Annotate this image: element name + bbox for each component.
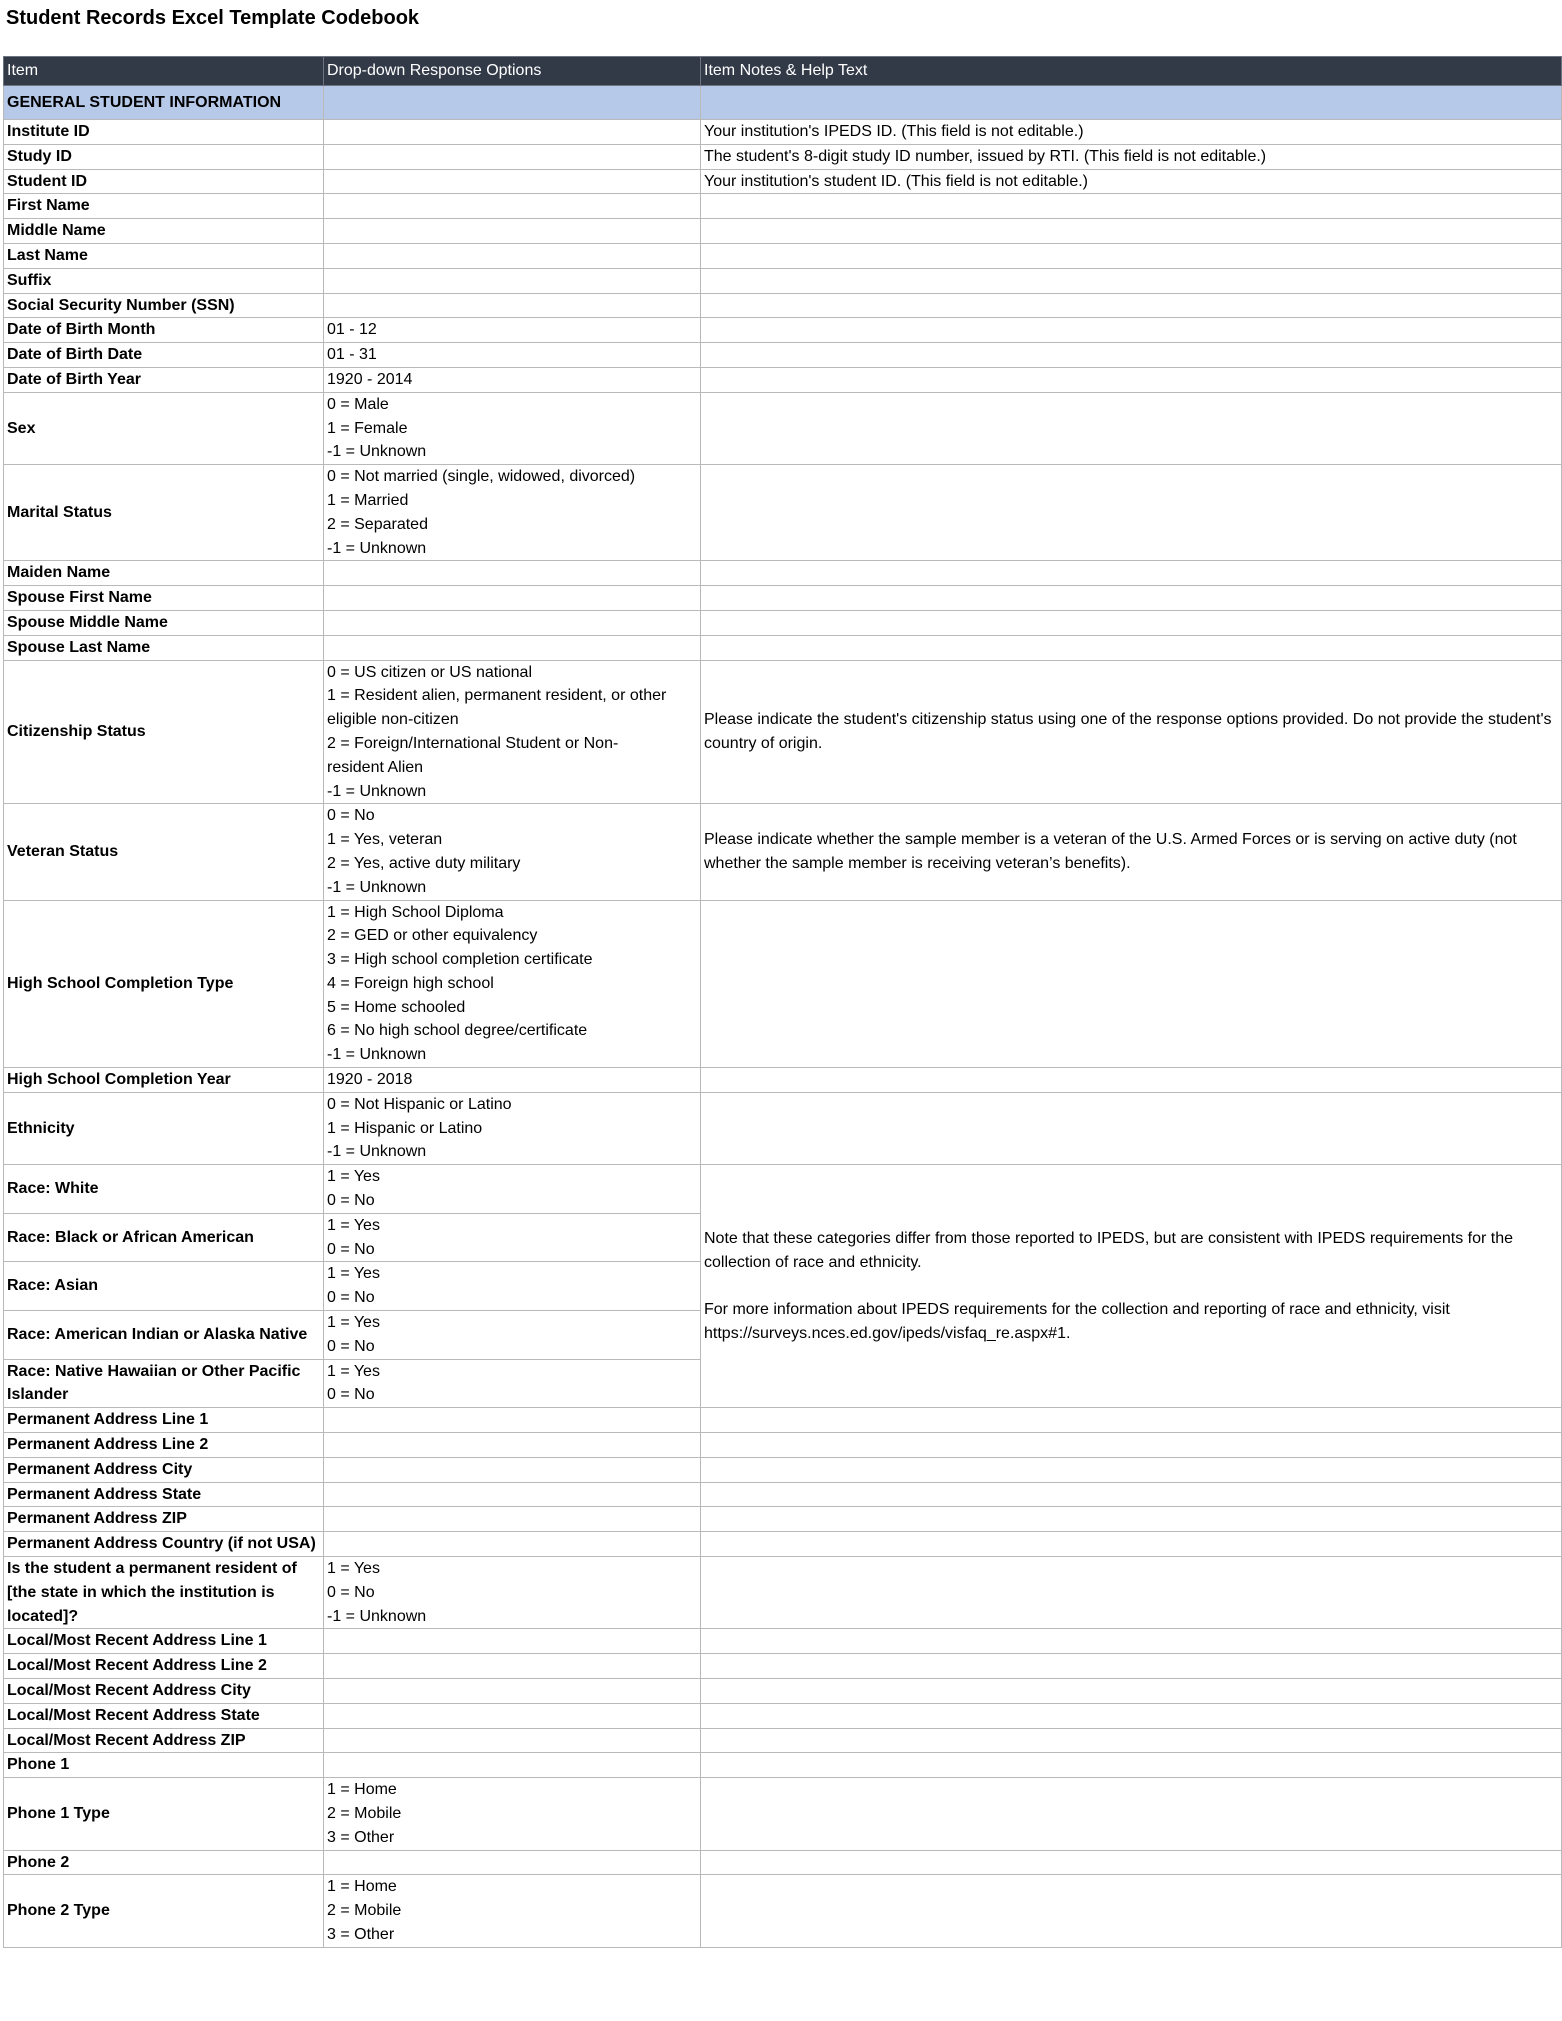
response-option: 3 = Other — [327, 1925, 395, 1943]
table-row — [4, 120, 1562, 145]
item-label: Local/Most Recent Address Line 1 — [4, 1629, 324, 1654]
response-options — [324, 169, 701, 194]
response-option: 0 = No — [327, 1240, 375, 1258]
help-text — [701, 1092, 1562, 1164]
table-row — [4, 1875, 1562, 1947]
response-option: 1 = Yes — [327, 1314, 380, 1332]
table-row — [4, 465, 1562, 561]
table-row — [4, 1092, 1562, 1164]
item-label: Permanent Address City — [4, 1457, 324, 1482]
response-options — [324, 144, 701, 169]
section-empty-cell — [324, 86, 701, 120]
table-row — [4, 243, 1562, 268]
response-option: 2 = Mobile — [327, 1902, 402, 1920]
item-label: Marital Status — [4, 465, 324, 561]
item-label: High School Completion Year — [4, 1068, 324, 1093]
item-label: Permanent Address State — [4, 1482, 324, 1507]
table-row — [4, 900, 1562, 1068]
response-options — [324, 293, 701, 318]
table-row — [4, 1507, 1562, 1532]
response-option: 1920 - 2014 — [327, 370, 413, 388]
response-option: 1 = Married — [327, 491, 409, 509]
help-text — [701, 586, 1562, 611]
help-text — [701, 1457, 1562, 1482]
response-option: 1 = Home — [327, 1878, 397, 1896]
response-option: -1 = Unknown — [327, 878, 427, 896]
response-option: 1 = Resident alien, permanent resident, or other — [327, 687, 667, 705]
response-options — [324, 804, 701, 900]
help-text — [701, 367, 1562, 392]
item-label: Race: Black or African American — [4, 1213, 324, 1262]
item-label: Citizenship Status — [4, 660, 324, 804]
response-options — [324, 1165, 701, 1214]
item-label: Phone 2 Type — [4, 1875, 324, 1947]
response-options — [324, 465, 701, 561]
item-label: Date of Birth Month — [4, 318, 324, 343]
table-row — [4, 586, 1562, 611]
table-row — [4, 1753, 1562, 1778]
help-text: Please indicate whether the sample member is a veteran of the U.S. Armed Forces or is serving on active duty (not whether the sample member is receiving veteran’s benefits). — [701, 804, 1562, 900]
response-option: 6 = No high school degree/certificate — [327, 1022, 588, 1040]
response-options — [324, 1092, 701, 1164]
response-option: 4 = Foreign high school — [327, 974, 494, 992]
response-options — [324, 219, 701, 244]
item-label: Permanent Address Line 2 — [4, 1433, 324, 1458]
response-option: 3 = High school completion certificate — [327, 951, 593, 969]
header-row — [4, 57, 1562, 86]
help-text — [701, 1629, 1562, 1654]
response-options — [324, 1213, 701, 1262]
table-row — [4, 219, 1562, 244]
item-label: Phone 2 — [4, 1850, 324, 1875]
response-option: 1 = Hispanic or Latino — [327, 1119, 483, 1137]
response-option: -1 = Unknown — [327, 1607, 427, 1625]
response-option: 0 = No — [327, 1289, 375, 1307]
table-row — [4, 343, 1562, 368]
help-text — [701, 1433, 1562, 1458]
response-options — [324, 243, 701, 268]
response-options — [324, 1629, 701, 1654]
table-row — [4, 392, 1562, 464]
response-options — [324, 1482, 701, 1507]
item-label: Ethnicity — [4, 1092, 324, 1164]
help-text — [701, 561, 1562, 586]
help-text — [701, 1778, 1562, 1850]
item-label: Local/Most Recent Address Line 2 — [4, 1654, 324, 1679]
response-option: -1 = Unknown — [327, 443, 427, 461]
table-row — [4, 804, 1562, 900]
response-options — [324, 1068, 701, 1093]
item-label: Race: White — [4, 1165, 324, 1214]
item-label: Permanent Address Country (if not USA) — [4, 1532, 324, 1557]
response-option: 1 = Home — [327, 1781, 397, 1799]
item-label: First Name — [4, 194, 324, 219]
codebook-table — [3, 56, 1562, 1948]
help-text — [701, 293, 1562, 318]
response-option: 2 = Separated — [327, 515, 428, 533]
page-title: Student Records Excel Template Codebook — [6, 7, 420, 29]
response-options — [324, 900, 701, 1068]
table-row — [4, 610, 1562, 635]
column-header-notes: Item Notes & Help Text — [701, 57, 1562, 86]
response-option: 1 = Yes — [327, 1168, 380, 1186]
table-row — [4, 1850, 1562, 1875]
help-text — [701, 1875, 1562, 1947]
response-option: 0 = No — [327, 1583, 375, 1601]
response-options — [324, 1875, 701, 1947]
help-text — [701, 635, 1562, 660]
table-row — [4, 169, 1562, 194]
response-option: eligible non-citizen — [327, 711, 459, 729]
table-row — [4, 1532, 1562, 1557]
help-text: Your institution's student ID. (This field is not editable.) — [701, 169, 1562, 194]
item-label: Spouse First Name — [4, 586, 324, 611]
item-label: Race: Asian — [4, 1262, 324, 1311]
response-option: 0 = US citizen or US national — [327, 663, 532, 681]
table-row — [4, 1629, 1562, 1654]
response-option: 0 = Male — [327, 395, 389, 413]
response-options — [324, 1679, 701, 1704]
response-options — [324, 194, 701, 219]
response-option: 1 = High School Diploma — [327, 903, 504, 921]
response-options — [324, 343, 701, 368]
item-label: Veteran Status — [4, 804, 324, 900]
response-options — [324, 610, 701, 635]
table-row — [4, 1778, 1562, 1850]
table-row — [4, 1457, 1562, 1482]
table-row — [4, 1728, 1562, 1753]
table-row — [4, 1679, 1562, 1704]
table-row — [4, 1703, 1562, 1728]
help-text — [701, 1557, 1562, 1629]
response-options — [324, 1703, 701, 1728]
help-text — [701, 1703, 1562, 1728]
response-option: 0 = Not Hispanic or Latino — [327, 1095, 512, 1113]
response-option: 1920 - 2018 — [327, 1071, 413, 1089]
help-text — [701, 1507, 1562, 1532]
table-row — [4, 1165, 1562, 1214]
table-row — [4, 1482, 1562, 1507]
item-label: Institute ID — [4, 120, 324, 145]
item-label: Permanent Address Line 1 — [4, 1408, 324, 1433]
help-text — [701, 318, 1562, 343]
response-option: 0 = No — [327, 1337, 375, 1355]
help-text — [701, 268, 1562, 293]
response-option: -1 = Unknown — [327, 1046, 427, 1064]
help-text — [701, 243, 1562, 268]
help-text — [701, 1679, 1562, 1704]
item-label: Student ID — [4, 169, 324, 194]
response-option: 0 = No — [327, 1386, 375, 1404]
response-option: 1 = Yes — [327, 1265, 380, 1283]
table-row — [4, 318, 1562, 343]
response-options — [324, 1557, 701, 1629]
help-text — [701, 465, 1562, 561]
help-paragraph: For more information about IPEDS requirements for the collection and reporting of race and ethnicity, visit https://surveys.nces.ed.gov/ipeds/visfaq_re.aspx#1. — [704, 1301, 1450, 1342]
help-text — [701, 900, 1562, 1068]
help-text: Please indicate the student's citizenship status using one of the response options provided. Do not provide the student's country of origin. — [701, 660, 1562, 804]
help-text — [701, 1408, 1562, 1433]
table-row — [4, 268, 1562, 293]
response-option: 1 = Yes — [327, 1216, 380, 1234]
table-row — [4, 561, 1562, 586]
help-text — [701, 1654, 1562, 1679]
help-text — [701, 1753, 1562, 1778]
response-option: 5 = Home schooled — [327, 998, 466, 1016]
table-row — [4, 1408, 1562, 1433]
help-text — [701, 194, 1562, 219]
response-options — [324, 586, 701, 611]
help-text — [701, 1850, 1562, 1875]
table-row — [4, 1068, 1562, 1093]
race-help-note — [701, 1165, 1562, 1408]
help-text — [701, 219, 1562, 244]
response-option: 1 = Female — [327, 419, 408, 437]
item-label: Last Name — [4, 243, 324, 268]
response-options — [324, 120, 701, 145]
response-option: 1 = Yes — [327, 1560, 380, 1578]
response-options — [324, 1532, 701, 1557]
response-options — [324, 1457, 701, 1482]
response-options — [324, 635, 701, 660]
help-text — [701, 1482, 1562, 1507]
response-options — [324, 367, 701, 392]
item-label: Race: Native Hawaiian or Other Pacific Islander — [4, 1359, 324, 1408]
response-option: 1 = Yes — [327, 1362, 380, 1380]
table-row — [4, 194, 1562, 219]
item-label: Maiden Name — [4, 561, 324, 586]
table-row — [4, 144, 1562, 169]
item-label: Phone 1 — [4, 1753, 324, 1778]
response-options — [324, 1507, 701, 1532]
response-option: 1 = Yes, veteran — [327, 831, 443, 849]
response-option: -1 = Unknown — [327, 1143, 427, 1161]
response-option: -1 = Unknown — [327, 782, 427, 800]
response-option: 01 - 31 — [327, 346, 377, 364]
help-text — [701, 610, 1562, 635]
table-row — [4, 1433, 1562, 1458]
section-row — [4, 86, 1562, 120]
help-text: Your institution's IPEDS ID. (This field is not editable.) — [701, 120, 1562, 145]
table-row — [4, 367, 1562, 392]
response-options — [324, 1728, 701, 1753]
item-label: Social Security Number (SSN) — [4, 293, 324, 318]
help-text — [701, 343, 1562, 368]
item-label: Local/Most Recent Address ZIP — [4, 1728, 324, 1753]
help-text — [701, 1532, 1562, 1557]
help-paragraph: Note that these categories differ from those reported to IPEDS, but are consistent with IPEDS requirements for the collection of race and ethnicity. — [704, 1229, 1513, 1271]
section-title: GENERAL STUDENT INFORMATION — [4, 86, 324, 120]
response-option: 01 - 12 — [327, 321, 377, 339]
response-option: 2 = Foreign/International Student or Non- — [327, 734, 619, 752]
item-label: Study ID — [4, 144, 324, 169]
item-label: Permanent Address ZIP — [4, 1507, 324, 1532]
item-label: Local/Most Recent Address State — [4, 1703, 324, 1728]
item-label: High School Completion Type — [4, 900, 324, 1068]
response-option: 0 = Not married (single, widowed, divorced) — [327, 468, 636, 486]
response-options — [324, 1433, 701, 1458]
response-options — [324, 1359, 701, 1408]
response-options — [324, 561, 701, 586]
column-header-options: Drop-down Response Options — [324, 57, 701, 86]
response-options — [324, 318, 701, 343]
response-options — [324, 660, 701, 804]
item-label: Phone 1 Type — [4, 1778, 324, 1850]
response-option: -1 = Unknown — [327, 539, 427, 557]
item-label: Spouse Middle Name — [4, 610, 324, 635]
response-option: 2 = Mobile — [327, 1804, 402, 1822]
codebook-body — [4, 86, 1562, 1948]
help-text — [701, 1728, 1562, 1753]
item-label: Is the student a permanent resident of [the state in which the institution is located]? — [4, 1557, 324, 1629]
response-options — [324, 1408, 701, 1433]
item-label: Local/Most Recent Address City — [4, 1679, 324, 1704]
response-option: resident Alien — [327, 758, 424, 776]
table-row — [4, 1654, 1562, 1679]
help-text — [701, 392, 1562, 464]
help-text — [701, 1068, 1562, 1093]
table-row — [4, 660, 1562, 804]
response-options — [324, 1262, 701, 1311]
table-row — [4, 635, 1562, 660]
item-label: Date of Birth Year — [4, 367, 324, 392]
response-options — [324, 268, 701, 293]
response-option: 3 = Other — [327, 1828, 395, 1846]
item-label: Sex — [4, 392, 324, 464]
table-row — [4, 293, 1562, 318]
response-option: 0 = No — [327, 807, 375, 825]
response-option: 2 = Yes, active duty military — [327, 854, 521, 872]
item-label: Middle Name — [4, 219, 324, 244]
help-text: The student's 8-digit study ID number, issued by RTI. (This field is not editable.) — [701, 144, 1562, 169]
response-options — [324, 1778, 701, 1850]
response-options — [324, 392, 701, 464]
item-label: Date of Birth Date — [4, 343, 324, 368]
response-option: 2 = GED or other equivalency — [327, 927, 538, 945]
response-option: 0 = No — [327, 1192, 375, 1210]
item-label: Suffix — [4, 268, 324, 293]
item-label: Race: American Indian or Alaska Native — [4, 1311, 324, 1360]
response-options — [324, 1311, 701, 1360]
response-options — [324, 1850, 701, 1875]
column-header-item: Item — [4, 57, 324, 86]
section-empty-cell — [701, 86, 1562, 120]
table-row — [4, 1557, 1562, 1629]
item-label: Spouse Last Name — [4, 635, 324, 660]
response-options — [324, 1654, 701, 1679]
response-options — [324, 1753, 701, 1778]
